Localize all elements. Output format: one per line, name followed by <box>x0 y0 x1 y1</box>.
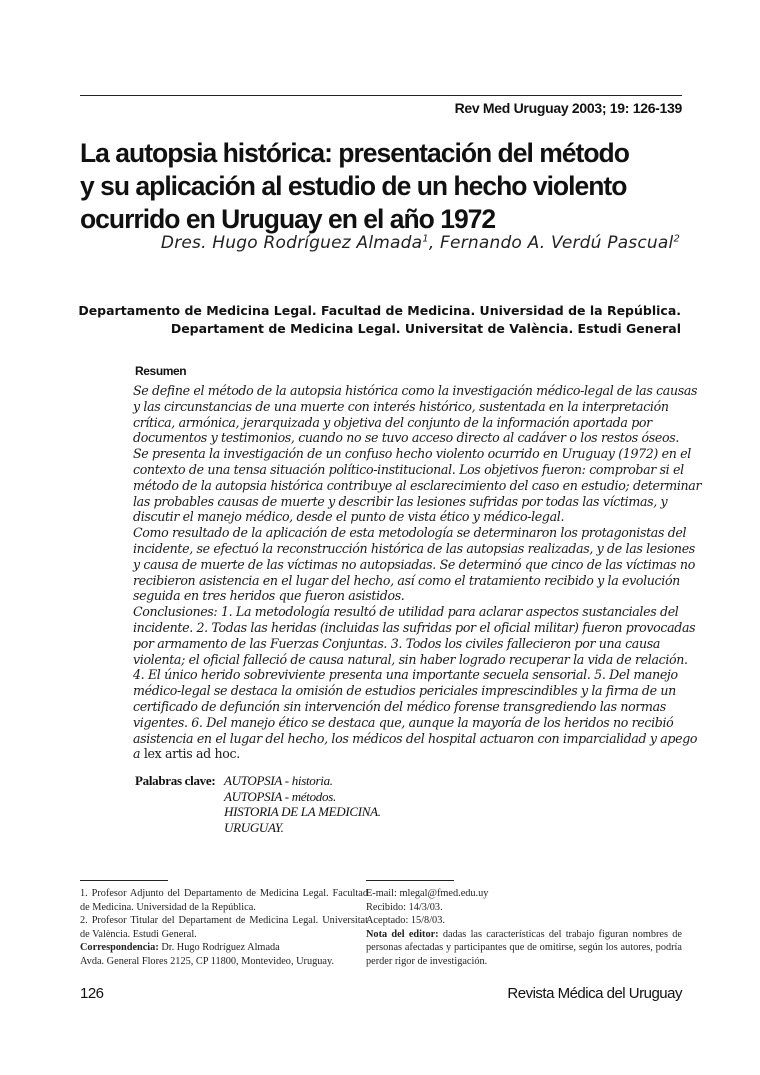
keyword: URUGUAY. <box>224 819 284 835</box>
editor-note-text: dadas las características del trabajo figuran nombres de personas afectadas y participantes que de omitirse, según los autores, podría perder rigor de investigación. <box>366 928 682 967</box>
accepted-date: Aceptado: 15/8/03. <box>366 915 445 926</box>
footnote-rule-left <box>80 880 168 881</box>
affiliation-2: Departament de Medicina Legal. Universitat de València. Estudi General <box>170 321 681 336</box>
abstract-last-upright: lex artis ad hoc. <box>140 746 240 762</box>
abstract-line: 4. El único herido sobreviviente presenta una importante secuela sensorial. 5. Del manejo <box>133 667 678 683</box>
editor-note-label: Nota del editor: <box>366 928 439 940</box>
abstract-last-italic: a <box>133 746 141 762</box>
footnote-2: 2. Profesor Titular del Departament de Medicina Legal. Universitat de València. Estudi General. <box>80 915 368 940</box>
title-line: ocurrido en Uruguay en el año 1972 <box>80 204 496 234</box>
abstract-line: documentos y testimonios, cuando no se tuvo acceso directo al cadáver o los restos óseos. <box>133 430 679 446</box>
abstract-line: Conclusiones: 1. La metodología resultó de utilidad para aclarar aspectos sustanciales del <box>133 604 679 620</box>
abstract-line: por armamento de las Fuerzas Conjuntas. 3. Todos los civiles fallecieron por una causa <box>133 635 660 651</box>
abstract-line: crítica, armónica, jerarquizada y objetiva del conjunto de la información aportada por <box>133 414 652 430</box>
keywords-label: Palabras clave: <box>135 773 216 788</box>
author-2: , Fernando A. Verdú Pascual <box>428 233 674 253</box>
abstract-line: seguida en tres heridos que fueron asistidos. <box>133 588 405 604</box>
address: Avda. General Flores 2125, CP 11800, Montevideo, Uruguay. <box>80 955 335 967</box>
journal-name: Revista Médica del Uruguay <box>507 985 682 1002</box>
abstract-line: incidente, se efectuó la reconstrucción histórica de las autopsias realizadas, y de las lesiones <box>133 540 695 556</box>
abstract-line: Se define el método de la autopsia histórica como la investigación médico-legal de las causas <box>133 383 698 398</box>
abstract-line: médico-legal se destaca la omisión de estudios periciales imprescindibles y la firma de un <box>133 683 676 699</box>
keyword: HISTORIA DE LA MEDICINA. <box>224 804 381 819</box>
footnotes-right <box>366 887 682 968</box>
abstract-line <box>133 746 701 762</box>
abstract-line: las probables causas de muerte y describir las lesiones sufridas por todas las víctimas, y <box>133 493 668 509</box>
author-1: Dres. Hugo Rodríguez Almada <box>160 233 423 253</box>
abstract-line: discutir el manejo médico, desde el punto de vista ético y médico-legal. <box>133 509 565 525</box>
email: E-mail: mlegal@fmed.edu.uy <box>366 888 489 899</box>
keyword: AUTOPSIA - métodos. <box>224 788 336 804</box>
abstract-line: Como resultado de la aplicación de esta metodología se determinaron los protagonistas del <box>133 525 687 541</box>
title-line: La autopsia histórica: presentación del método <box>80 138 629 168</box>
citation: Rev Med Uruguay 2003; 19: 126-139 <box>454 100 682 116</box>
abstract-line: vigentes. 6. Del manejo ético se destaca que, aunque la mayoría de los heridos no recibió <box>133 714 674 730</box>
footnotes-left <box>80 887 368 968</box>
received-date: Recibido: 14/3/03. <box>366 901 443 913</box>
abstract-line: incidente. 2. Todas las heridas (incluidas las sufridas por el oficial militar) fueron provocadas <box>133 619 696 635</box>
page-number: 126 <box>80 985 104 1002</box>
abstract-line: asistencia en el lugar del hecho, los médicos del hospital actuaron con imparcialidad y apego <box>133 730 698 746</box>
authors <box>161 233 680 253</box>
author-1-affiliation-mark: 1 <box>422 233 429 245</box>
header-rule <box>80 95 682 96</box>
correspondence <box>80 941 368 955</box>
footnote-rule-right <box>366 880 454 881</box>
correspondence-label: Correspondencia: <box>80 942 159 953</box>
keyword: AUTOPSIA - historia. <box>224 773 333 788</box>
abstract-line: y causa de muerte de las víctimas no autopsiadas. Se determinó que cinco de las víctimas no <box>133 556 695 572</box>
article-title <box>80 137 629 236</box>
abstract-line: y las circunstancias de una muerte con interés histórico, sustentada en la interpretación <box>133 398 669 414</box>
footnote-1: 1. Profesor Adjunto del Departamento de Medicina Legal. Facultad de Medicina. Universidad de la República. <box>80 888 368 913</box>
keywords-list <box>224 773 381 835</box>
abstract-line: certificado de defunción sin intervención del médico forense transgrediendo las normas <box>133 698 666 714</box>
title-line: y su aplicación al estudio de un hecho violento <box>80 171 627 201</box>
abstract-line: violenta; el oficial falleció de causa natural, sin haber logrado recuperar la vida de relación. <box>133 651 688 667</box>
abstract-heading: Resumen <box>135 364 187 378</box>
abstract-line: recibieron asistencia en el lugar del hecho, así como el tratamiento recibido y la evolución <box>133 572 680 588</box>
abstract-line: Se presenta la investigación de un confuso hecho violento ocurrido en Uruguay (1972) en el <box>133 446 691 462</box>
editor-note <box>366 928 682 969</box>
abstract-line: método de la autopsia histórica contribuye al esclarecimiento del caso en estudio; determinar <box>133 477 702 493</box>
affiliation-1: Departamento de Medicina Legal. Facultad de Medicina. Universidad de la República. <box>78 303 681 318</box>
abstract-line: contexto de una tensa situación político-institucional. Los objetivos fueron: comprobar si el <box>133 461 684 477</box>
author-2-affiliation-mark: 2 <box>673 233 680 245</box>
correspondence-name: Dr. Hugo Rodríguez Almada <box>158 942 280 953</box>
abstract-body <box>133 383 701 762</box>
